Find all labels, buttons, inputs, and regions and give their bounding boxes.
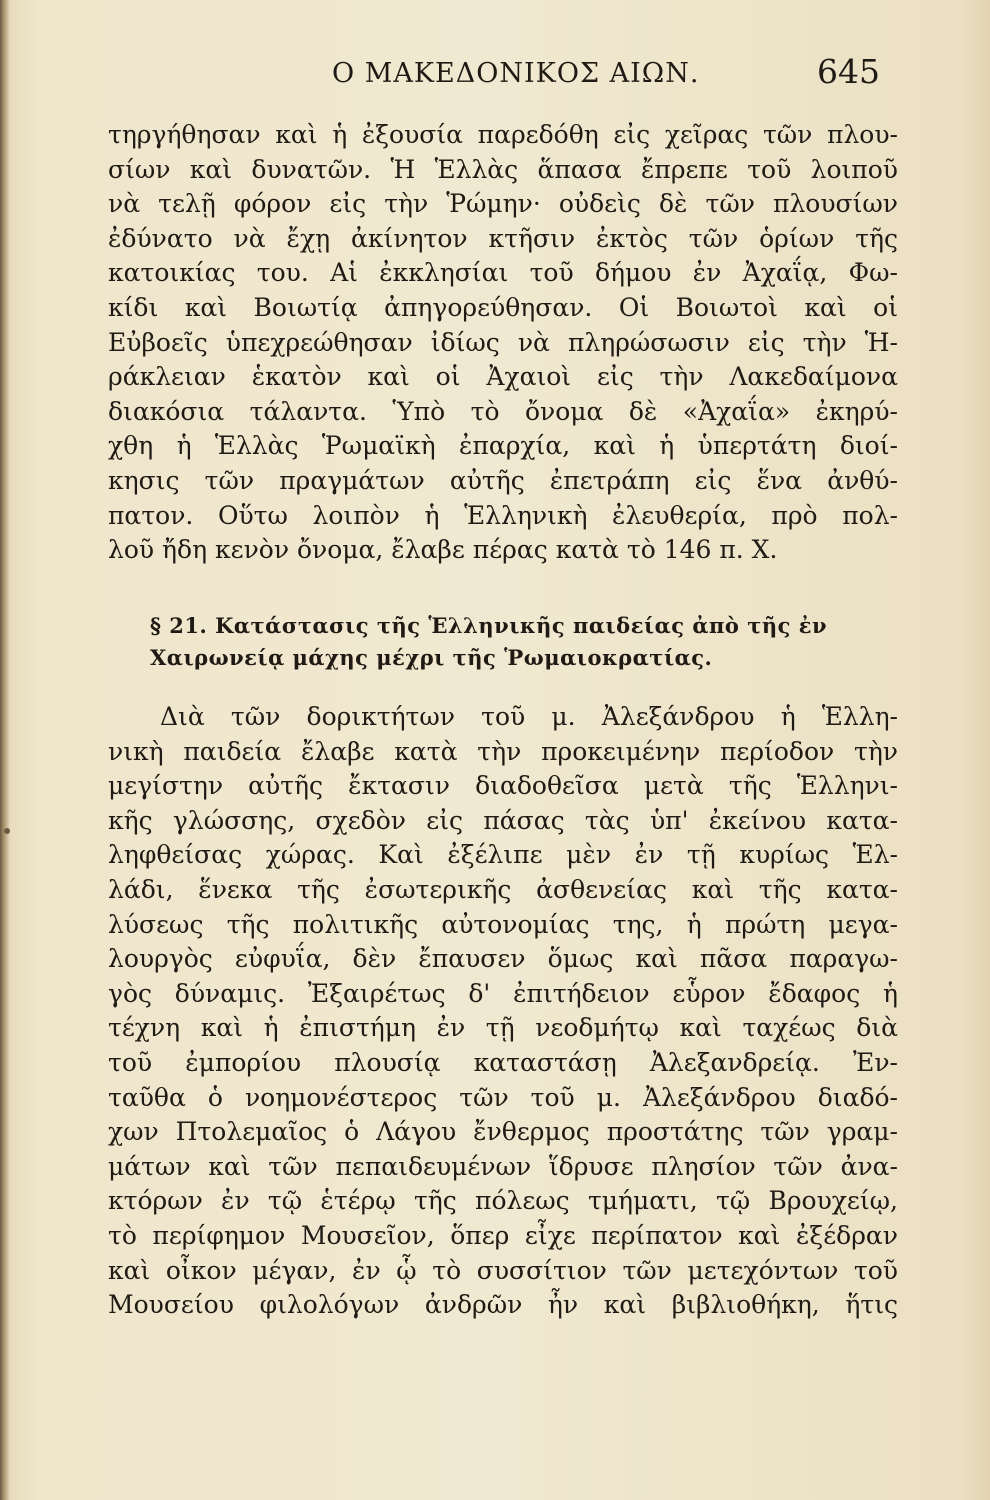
text-line: Μουσείου φιλολόγων ἀνδρῶν ἦν καὶ βιβλιοθήκη, ἥτις xyxy=(108,1290,898,1320)
text-line: λάδι, ἕνεκα τῆς ἐσωτερικῆς ἀσθενείας καὶ τῆς κατα- xyxy=(108,874,898,904)
text-line: χων Πτολεμαῖος ὁ Λάγου ἔνθερμος προστάτης τῶν γραμ- xyxy=(108,1117,898,1147)
text-line: μεγίστην αὐτῆς ἔκτασιν διαδοθεῖσα μετὰ τῆς Ἑλληνι- xyxy=(108,771,898,801)
text-line: τὸ περίφημον Μουσεῖον, ὅπερ εἶχε περίπατον καὶ ἐξέδραν xyxy=(108,1220,898,1250)
text-line: λύσεως τῆς πολιτικῆς αὐτονομίας της, ἡ πρώτη μεγα- xyxy=(108,909,898,939)
text-line: κίδι καὶ Βοιωτίᾳ ἀπηγορεύθησαν. Οἱ Βοιωτοὶ καὶ οἱ xyxy=(108,292,898,322)
page-binding-edge xyxy=(0,0,10,1500)
text-line: Διὰ τῶν δορικτήτων τοῦ μ. Ἀλεξάνδρου ἡ Ἑλλη- xyxy=(160,702,898,731)
text-line: κησις τῶν πραγμάτων αὐτῆς ἐπετράπη εἰς ἕνα ἀνθύ- xyxy=(108,465,898,495)
text-line: σίων καὶ δυνατῶν. Ἡ Ἑλλὰς ἅπασα ἔπρεπε τοῦ λοιποῦ xyxy=(108,154,898,184)
text-line: χθη ἡ Ἑλλὰς Ῥωμαϊκὴ ἐπαρχία, καὶ ἡ ὑπερτάτη διοί- xyxy=(108,431,898,461)
text-line: κατοικίας του. Αἱ ἐκκλησίαι τοῦ δήμου ἐν Ἀχαΐᾳ, Φω- xyxy=(108,258,898,288)
text-line: γὸς δύναμις. Ἐξαιρέτως δ' ἐπιτήδειον εὗρον ἔδαφος ἡ xyxy=(108,978,898,1008)
text-line: τηργήθησαν καὶ ἡ ἐξουσία παρεδόθη εἰς χεῖρας τῶν πλου- xyxy=(108,120,898,149)
text-line: ταῦθα ὁ νοημονέστερος τῶν τοῦ μ. Ἀλεξάνδρου διαδό- xyxy=(108,1082,898,1112)
text-line: κτόρων ἐν τῷ ἑτέρῳ τῆς πόλεως τμήματι, τῷ Βρουχείῳ, xyxy=(108,1186,898,1216)
text-line: ράκλειαν ἑκατὸν καὶ οἱ Ἀχαιοὶ εἰς τὴν Λακεδαίμονα xyxy=(108,362,898,392)
paragraph-1 xyxy=(108,118,898,568)
paragraph-2 xyxy=(108,700,898,1323)
text-line: διακόσια τάλαντα. Ὑπὸ τὸ ὄνομα δὲ «Ἀχαΐα» ἐκηρύ- xyxy=(108,396,898,426)
text-line: πατον. Οὕτω λοιπὸν ἡ Ἑλληνικὴ ἐλευθερία, πρὸ πολ- xyxy=(108,500,898,530)
text-line: κῆς γλώσσης, σχεδὸν εἰς πάσας τὰς ὑπ' ἐκείνου κατα- xyxy=(108,805,898,835)
text-line: Εὐβοεῖς ὑπεχρεώθησαν ἰδίως νὰ πληρώσωσιν εἰς τὴν Ἡ- xyxy=(108,327,898,357)
section-heading-line-2: Χαιρωνείᾳ μάχης μέχρι τῆς Ῥωμαιοκρατίας. xyxy=(150,645,713,670)
page-number: 645 xyxy=(817,52,880,91)
text-line: τοῦ ἐμπορίου πλουσίᾳ καταστάσῃ Ἀλεξανδρείᾳ. Ἐν- xyxy=(108,1047,898,1077)
text-line: καὶ οἶκον μέγαν, ἐν ᾧ τὸ συσσίτιον τῶν μετεχόντων τοῦ xyxy=(108,1255,898,1285)
text-line: μάτων καὶ τῶν πεπαιδευμένων ἵδρυσε πλησίον τῶν ἀνα- xyxy=(108,1151,898,1181)
margin-mark xyxy=(4,828,10,834)
text-line: ληφθείσας χώρας. Καὶ ἐξέλιπε μὲν ἐν τῇ κυρίως Ἑλ- xyxy=(108,840,898,870)
text-line: νὰ τελῇ φόρον εἰς τὴν Ῥώμην· οὐδεὶς δὲ τῶν πλουσίων xyxy=(108,189,898,219)
text-line: τέχνη καὶ ἡ ἐπιστήμη ἐν τῇ νεοδμήτῳ καὶ ταχέως διὰ xyxy=(108,1013,898,1043)
text-line: νικὴ παιδεία ἔλαβε κατὰ τὴν προκειμένην περίοδον τὴν xyxy=(108,736,898,766)
section-heading xyxy=(150,610,870,674)
text-line: λουργὸς εὐφυΐα, δὲν ἔπαυσεν ὅμως καὶ πᾶσα παραγω- xyxy=(108,944,898,974)
running-title: Ο ΜΑΚΕΔΟΝΙΚΟΣ ΑΙΩΝ. xyxy=(332,58,700,89)
text-line: ἐδύνατο νὰ ἔχῃ ἀκίνητον κτῆσιν ἐκτὸς τῶν ὁρίων τῆς xyxy=(108,223,898,253)
page-header xyxy=(100,52,880,96)
text-line: λοῦ ἤδη κενὸν ὄνομα, ἔλαβε πέρας κατὰ τὸ 146 π. Χ. xyxy=(108,535,778,565)
section-heading-line-1: § 21. Κατάστασις τῆς Ἑλληνικῆς παιδείας ἀπὸ τῆς ἐν xyxy=(150,613,828,638)
